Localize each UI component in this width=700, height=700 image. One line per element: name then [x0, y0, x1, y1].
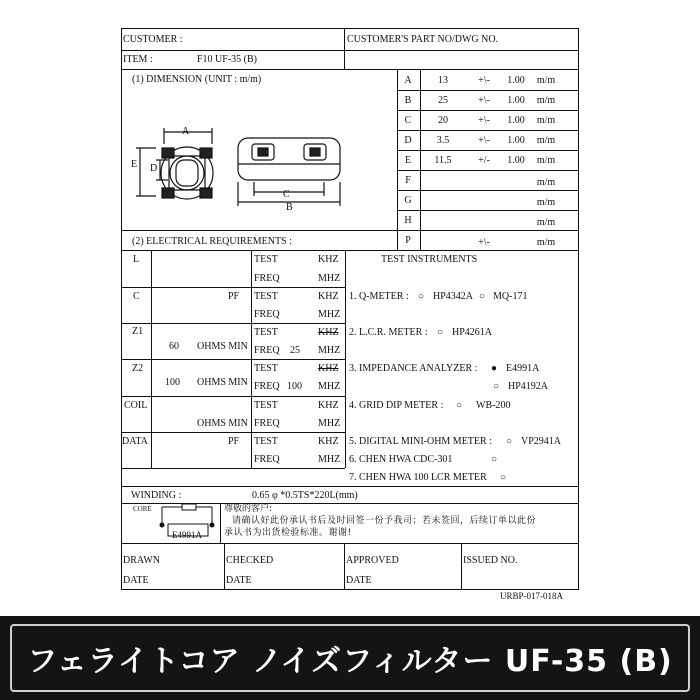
elec-row-label: Z1: [132, 326, 144, 337]
elec-row-label: L: [133, 254, 140, 265]
customer-label: CUSTOMER :: [123, 34, 183, 45]
radio-empty-icon: ○: [437, 327, 444, 338]
dim-value: 20: [438, 115, 448, 126]
elec-row-label: DATA: [122, 436, 148, 447]
winding-device-label: E4991A: [172, 530, 202, 540]
mhz-label: MHZ: [318, 273, 341, 284]
instrument-option: E4991A: [506, 363, 540, 374]
dim-key: A: [404, 75, 412, 86]
dim-unit: m/m: [536, 155, 556, 166]
elec-row-label: C: [133, 291, 140, 302]
test-label: TEST: [254, 291, 278, 302]
freq-label: FREQ: [254, 273, 280, 284]
khz-label: KHZ: [318, 400, 339, 411]
dim-label-b: B: [286, 202, 293, 213]
dim-label-c: C: [283, 189, 290, 200]
dim-unit: m/m: [536, 95, 556, 106]
dimension-title: (1) DIMENSION (UNIT : m/m): [132, 74, 262, 85]
drawn-label: DRAWN: [123, 555, 160, 566]
instrument-grid-dip: 4. GRID DIP METER :: [349, 400, 444, 411]
customer-part-label: CUSTOMER'S PART NO/DWG NO.: [347, 34, 499, 45]
test-label: TEST: [254, 363, 278, 374]
instrument-chen-hwa-lcr: 7. CHEN HWA 100 LCR METER: [349, 472, 487, 483]
product-title: フェライトコア ノイズフィルター UF-35 (B): [27, 644, 673, 679]
instrument-option: HP4342A: [433, 291, 474, 302]
instrument-option: HP4192A: [508, 381, 549, 392]
dim-tol: +/-: [478, 155, 490, 166]
dim-unit: m/m: [536, 217, 556, 228]
dim-key: B: [404, 95, 412, 106]
instruments-title: TEST INSTRUMENTS: [381, 254, 478, 265]
elec-row-unit: PF: [228, 291, 240, 302]
title-banner-frame: [10, 624, 690, 692]
khz-label: KHZ: [318, 436, 339, 447]
item-value: F10 UF-35 (B): [197, 54, 258, 65]
item-label: ITEM :: [123, 54, 153, 65]
instrument-impedance: 3. IMPEDANCE ANALYZER :: [349, 363, 478, 374]
dim-tol-value: 1.00: [507, 115, 525, 126]
dim-label-a: A: [182, 126, 190, 137]
dim-key: F: [405, 175, 411, 186]
approved-label: APPROVED: [346, 555, 399, 566]
dim-value: 25: [438, 95, 448, 106]
khz-label: KHZ: [318, 291, 339, 302]
test-label: TEST: [254, 327, 278, 338]
mhz-label: MHZ: [318, 418, 341, 429]
mhz-label: MHZ: [318, 381, 341, 392]
title-banner: [0, 616, 700, 700]
elec-row-unit: PF: [228, 436, 240, 447]
instrument-chen-hwa-cdc: 6. CHEN HWA CDC-301: [349, 454, 453, 465]
dim-tol: +\-: [478, 115, 490, 126]
mhz-label: MHZ: [318, 345, 341, 356]
dim-tol-value: 1.00: [507, 75, 525, 86]
radio-empty-icon: ○: [418, 291, 425, 302]
instrument-option: VP2941A: [521, 436, 562, 447]
dim-tol-value: 1.00: [507, 155, 525, 166]
elec-row-label: COIL: [124, 400, 148, 411]
dim-value: 13: [438, 75, 448, 86]
radio-empty-icon: ○: [479, 291, 486, 302]
dim-key: D: [404, 135, 412, 146]
instrument-option: HP4261A: [452, 327, 493, 338]
dim-unit: m/m: [536, 197, 556, 208]
dim-unit: m/m: [536, 135, 556, 146]
date-label: DATE: [226, 575, 252, 586]
instrument-mini-ohm: 5. DIGITAL MINI-OHM METER :: [349, 436, 492, 447]
dim-tol: +\-: [478, 75, 490, 86]
test-label: TEST: [254, 400, 278, 411]
freq-value: 100: [287, 381, 302, 392]
freq-label: FREQ: [254, 309, 280, 320]
elec-row-value: 100: [165, 377, 180, 388]
winding-label: WINDING :: [131, 490, 182, 501]
instrument-q-meter: 1. Q-METER :: [349, 291, 409, 302]
dim-value: 3.5: [436, 135, 450, 146]
elec-row-unit: OHMS MIN: [197, 341, 248, 352]
dim-key: E: [404, 155, 412, 166]
instrument-option: WB-200: [476, 400, 511, 411]
elec-row-unit: OHMS MIN: [197, 377, 248, 388]
freq-label: FREQ: [254, 381, 280, 392]
elec-row-unit: OHMS MIN: [197, 418, 248, 429]
freq-label: FREQ: [254, 418, 280, 429]
mhz-label: MHZ: [318, 454, 341, 465]
dim-unit: m/m: [536, 75, 556, 86]
radio-empty-icon: ○: [456, 400, 463, 411]
checked-label: CHECKED: [226, 555, 274, 566]
radio-empty-icon: ○: [506, 436, 513, 447]
core-label: CORE: [133, 505, 152, 513]
khz-label: KHZ: [318, 327, 339, 338]
dim-key: H: [404, 215, 412, 226]
dim-tol-value: 1.00: [507, 135, 525, 146]
issued-no-label: ISSUED NO.: [463, 555, 518, 566]
dim-tol: +\-: [478, 237, 490, 248]
dim-label-d: D: [150, 163, 158, 174]
document-number: URBP-017-018A: [500, 591, 564, 601]
dim-unit: m/m: [536, 177, 556, 188]
note-greeting: 尊敬的客户:: [224, 504, 273, 514]
freq-label: FREQ: [254, 454, 280, 465]
dim-tol: +\-: [478, 135, 490, 146]
date-label: DATE: [123, 575, 149, 586]
dim-value: 11.5: [434, 155, 452, 166]
elec-row-value: 60: [169, 341, 179, 352]
dim-key: C: [404, 115, 412, 126]
khz-label: KHZ: [318, 363, 339, 374]
instrument-option: MQ-171: [493, 291, 528, 302]
note-line: 承认书为出货检验标准。谢谢!: [224, 528, 352, 538]
khz-label: KHZ: [318, 254, 339, 265]
dim-key: P: [405, 235, 411, 246]
date-label: DATE: [346, 575, 372, 586]
winding-spec: 0.65 φ *0.5TS*220L(mm): [252, 490, 358, 501]
dim-tol: +\-: [478, 95, 490, 106]
radio-filled-icon: ●: [491, 363, 498, 374]
instrument-lcr: 2. L.C.R. METER :: [349, 327, 428, 338]
dim-unit: m/m: [536, 237, 556, 248]
freq-value: 25: [290, 345, 300, 356]
radio-empty-icon: ○: [491, 454, 498, 465]
test-label: TEST: [254, 436, 278, 447]
dim-tol-value: 1.00: [507, 95, 525, 106]
dim-key: G: [404, 195, 412, 206]
note-line: 请确认好此份承认书后及时回签一份予我司；若未签回，后续订单以此份: [232, 516, 537, 526]
elec-row-label: Z2: [132, 363, 144, 374]
core-drawing: [128, 120, 358, 220]
radio-empty-icon: ○: [500, 472, 507, 483]
electrical-title: (2) ELECTRICAL REQUIREMENTS :: [132, 236, 292, 247]
radio-empty-icon: ○: [493, 381, 500, 392]
dim-unit: m/m: [536, 115, 556, 126]
mhz-label: MHZ: [318, 309, 341, 320]
dim-label-e: E: [131, 159, 138, 170]
test-label: TEST: [254, 254, 278, 265]
freq-label: FREQ: [254, 345, 280, 356]
